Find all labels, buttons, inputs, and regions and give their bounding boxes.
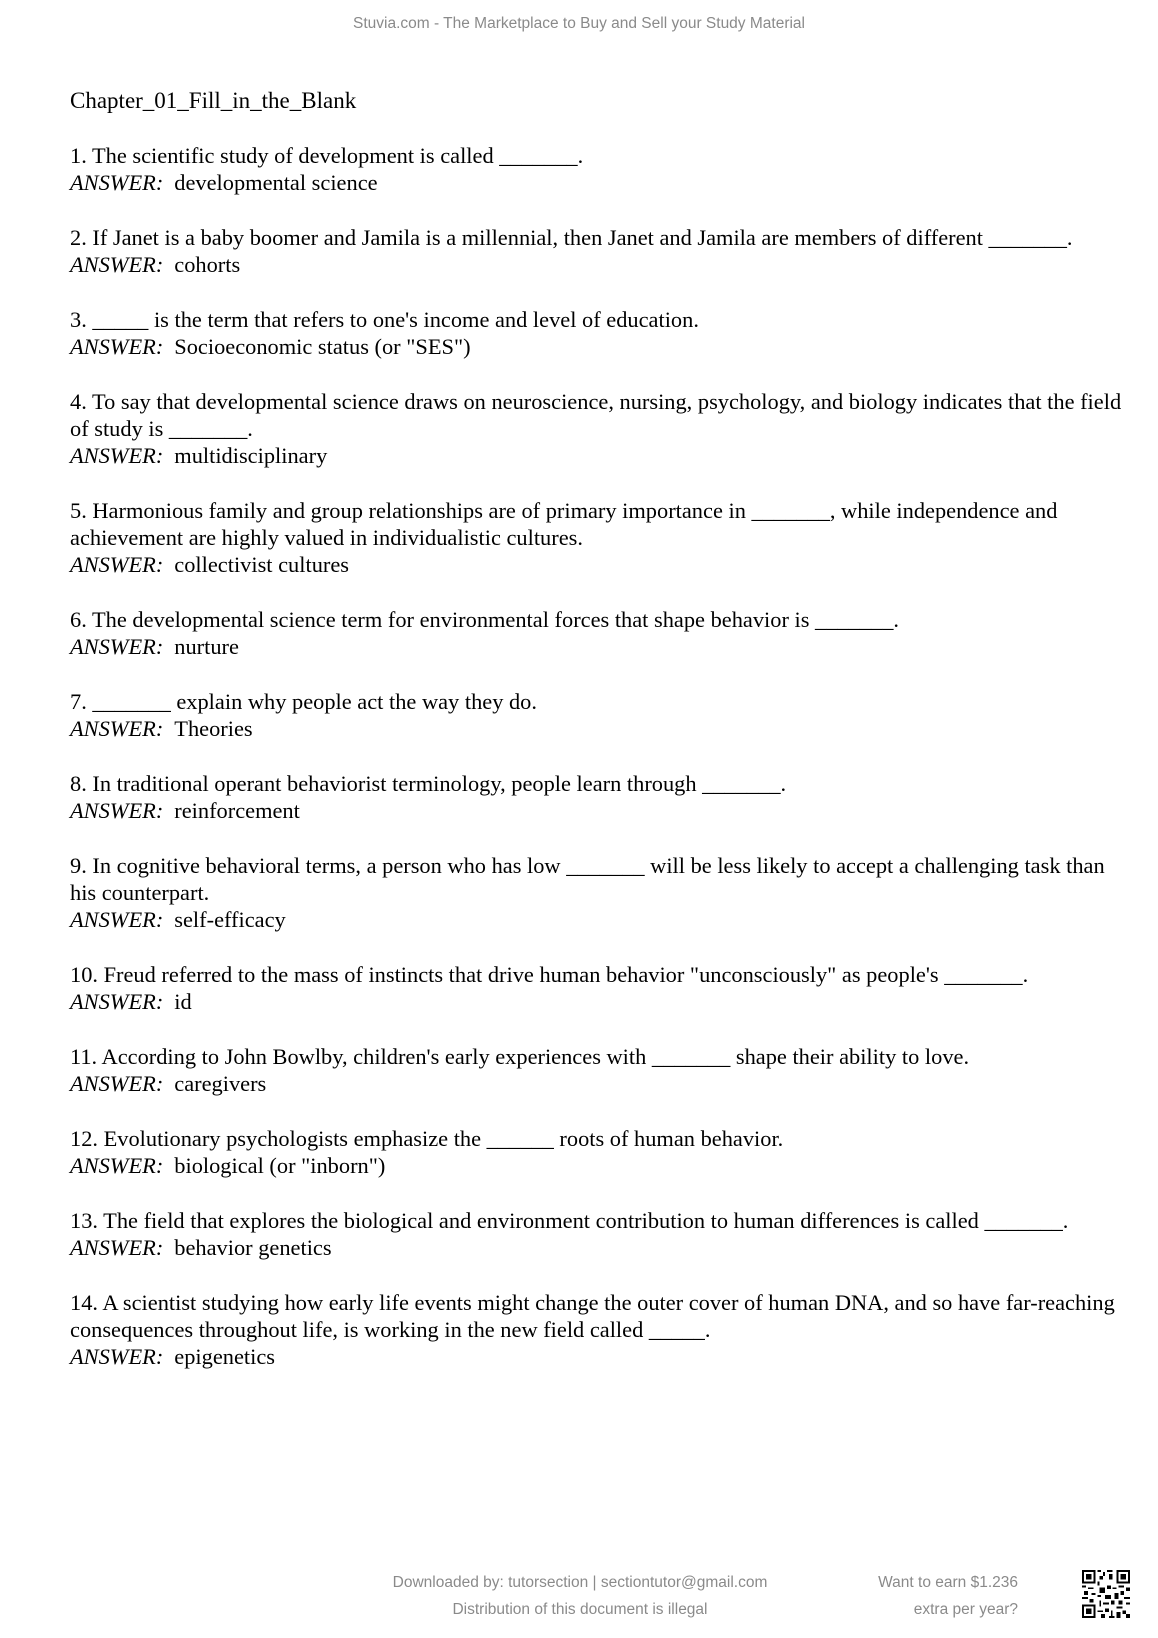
- answer-label: ANSWER:: [70, 798, 164, 823]
- question-text: 9. In cognitive behavioral terms, a person who has low _______ will be less likely to accept a challenging task than his counterpart.: [70, 853, 1105, 905]
- answer-label: ANSWER:: [70, 552, 164, 577]
- answer-text: Socioeconomic status (or "SES"): [174, 334, 471, 359]
- answer-text: reinforcement: [174, 798, 300, 823]
- answer-label: ANSWER:: [70, 334, 164, 359]
- answer-text: multidisciplinary: [174, 443, 328, 468]
- question-text: 12. Evolutionary psychologists emphasize the ______ roots of human behavior.: [70, 1126, 784, 1151]
- question-text: 4. To say that developmental science draws on neuroscience, nursing, psychology, and biology indicates that the field of study is _______.: [70, 389, 1122, 441]
- answer-line: [70, 1152, 1130, 1179]
- question-text: 3. _____ is the term that refers to one's income and level of education.: [70, 307, 699, 332]
- answer-line: [70, 906, 1130, 933]
- answer-text: epigenetics: [174, 1344, 275, 1369]
- answer-label: ANSWER:: [70, 252, 164, 277]
- question-item: [70, 306, 1130, 360]
- answer-line: [70, 797, 1130, 824]
- question-text: 8. In traditional operant behaviorist terminology, people learn through _______.: [70, 771, 787, 796]
- question-item: [70, 142, 1130, 196]
- answer-text: cohorts: [174, 252, 241, 277]
- answer-text: caregivers: [174, 1071, 267, 1096]
- answer-text: id: [174, 989, 192, 1014]
- answer-label: ANSWER:: [70, 907, 164, 932]
- answer-label: ANSWER:: [70, 1153, 164, 1178]
- answer-label: ANSWER:: [70, 170, 164, 195]
- question-item: [70, 1289, 1130, 1370]
- answer-text: behavior genetics: [174, 1235, 332, 1260]
- question-text: 2. If Janet is a baby boomer and Jamila is a millennial, then Janet and Jamila are members of different _______.: [70, 225, 1073, 250]
- answer-text: Theories: [174, 716, 253, 741]
- answer-line: [70, 633, 1130, 660]
- answer-text: self-efficacy: [174, 907, 286, 932]
- answer-label: ANSWER:: [70, 443, 164, 468]
- answer-label: ANSWER:: [70, 716, 164, 741]
- question-text: 7. _______ explain why people act the way they do.: [70, 689, 537, 714]
- question-item: [70, 224, 1130, 278]
- answer-line: [70, 715, 1130, 742]
- question-item: [70, 1043, 1130, 1097]
- question-text: 5. Harmonious family and group relationships are of primary importance in _______, while independence and achievement are highly valued in individualistic cultures.: [70, 498, 1058, 550]
- answer-line: [70, 251, 1130, 278]
- question-text: 6. The developmental science term for environmental forces that shape behavior is _______.: [70, 607, 900, 632]
- question-text: 14. A scientist studying how early life events might change the outer cover of human DNA, and so have far-reaching consequences throughout life, is working in the new field called _____.: [70, 1290, 1115, 1342]
- question-text: 1. The scientific study of development is called _______.: [70, 143, 584, 168]
- answer-label: ANSWER:: [70, 1071, 164, 1096]
- answer-text: developmental science: [174, 170, 378, 195]
- answer-line: [70, 988, 1130, 1015]
- answer-text: collectivist cultures: [174, 552, 350, 577]
- question-item: [70, 852, 1130, 933]
- qr-code-icon[interactable]: [1082, 1570, 1130, 1618]
- question-item: [70, 961, 1130, 1015]
- answer-text: biological (or "inborn"): [174, 1153, 386, 1178]
- answer-line: [70, 442, 1130, 469]
- question-text: 11. According to John Bowlby, children's early experiences with _______ shape their ability to love.: [70, 1044, 970, 1069]
- answer-label: ANSWER:: [70, 1344, 164, 1369]
- question-item: [70, 388, 1130, 469]
- question-text: 10. Freud referred to the mass of instincts that drive human behavior "unconsciously" as people's _______.: [70, 962, 1029, 987]
- question-item: [70, 770, 1130, 824]
- answer-line: [70, 1234, 1130, 1261]
- answer-line: [70, 551, 1130, 578]
- answer-text: nurture: [174, 634, 239, 659]
- answer-line: [70, 169, 1130, 196]
- question-text: 13. The field that explores the biological and environment contribution to human differences is called _______.: [70, 1208, 1069, 1233]
- question-item: [70, 1125, 1130, 1179]
- downloaded-by-text: Downloaded by: tutorsection | sectiontutor@gmail.com: [392, 1574, 768, 1591]
- answer-label: ANSWER:: [70, 634, 164, 659]
- earn-promo[interactable]: [878, 1569, 1018, 1623]
- header-banner[interactable]: Stuvia.com - The Marketplace to Buy and Sell your Study Material: [352, 15, 805, 32]
- document-title: Chapter_01_Fill_in_the_Blank: [70, 88, 357, 113]
- question-item: [70, 606, 1130, 660]
- question-item: [70, 1207, 1130, 1261]
- answer-line: [70, 333, 1130, 360]
- earn-promo-line2[interactable]: extra per year?: [913, 1601, 1018, 1618]
- answer-line: [70, 1343, 1130, 1370]
- question-item: [70, 497, 1130, 578]
- question-item: [70, 688, 1130, 742]
- earn-promo-line1[interactable]: Want to earn $1.236: [878, 1574, 1018, 1591]
- answer-label: ANSWER:: [70, 1235, 164, 1260]
- footer-download-info: [330, 1569, 830, 1623]
- answer-line: [70, 1070, 1130, 1097]
- answer-label: ANSWER:: [70, 989, 164, 1014]
- question-list: [70, 142, 1130, 1398]
- distribution-notice: Distribution of this document is illegal: [452, 1601, 708, 1618]
